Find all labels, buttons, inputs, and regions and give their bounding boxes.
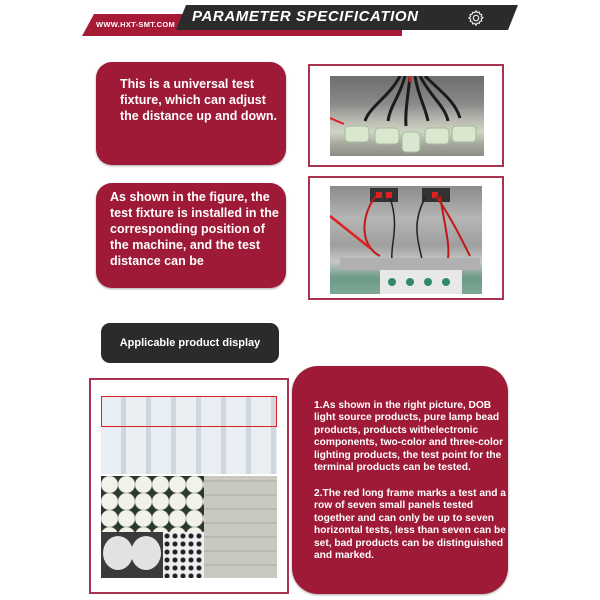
description-point-1: 1.As shown in the right picture, DOB light source products, pure lamp bead products, products withelectronic components, two-color and three-color lighting products, the test point for the terminal products can be tested.	[314, 400, 504, 474]
info-box-installation	[96, 183, 286, 288]
info-box-fixture	[96, 62, 286, 165]
description-point-2: 2.The red long frame marks a test and a row of seven small panels tested together and can only be up to seven horizontal tests, less than seven can be set, bad products can be distinguished and marked.	[314, 488, 506, 562]
dob-panel-photo	[204, 476, 277, 578]
applicable-product-display-button[interactable]: Applicable product display	[101, 323, 279, 363]
machine-image-frame	[308, 176, 504, 300]
disc-boards-photo	[101, 532, 163, 578]
machine-illustration	[330, 186, 482, 294]
led-panels-photo	[101, 396, 277, 474]
website-url[interactable]: WWW.HXT-SMT.COM	[96, 20, 176, 29]
page-title: PARAMETER SPECIFICATION	[192, 8, 419, 25]
red-test-frame-marker	[101, 396, 277, 427]
product-image-frame	[89, 378, 289, 594]
fixture-photo	[330, 76, 484, 156]
info-text-fixture: This is a universal test fixture, which can adjust the distance up and down.	[120, 77, 277, 123]
product-description-box	[292, 366, 508, 594]
fixture-image-frame	[308, 64, 504, 167]
fixture-illustration	[330, 76, 484, 156]
gear-icon	[467, 9, 485, 27]
round-led-boards-photo	[101, 476, 204, 532]
star-led-boards-photo	[163, 532, 204, 578]
info-text-installation: As shown in the figure, the test fixture is installed in the corresponding position of the machine, and the test distance can be	[110, 190, 279, 268]
machine-photo	[330, 186, 482, 294]
